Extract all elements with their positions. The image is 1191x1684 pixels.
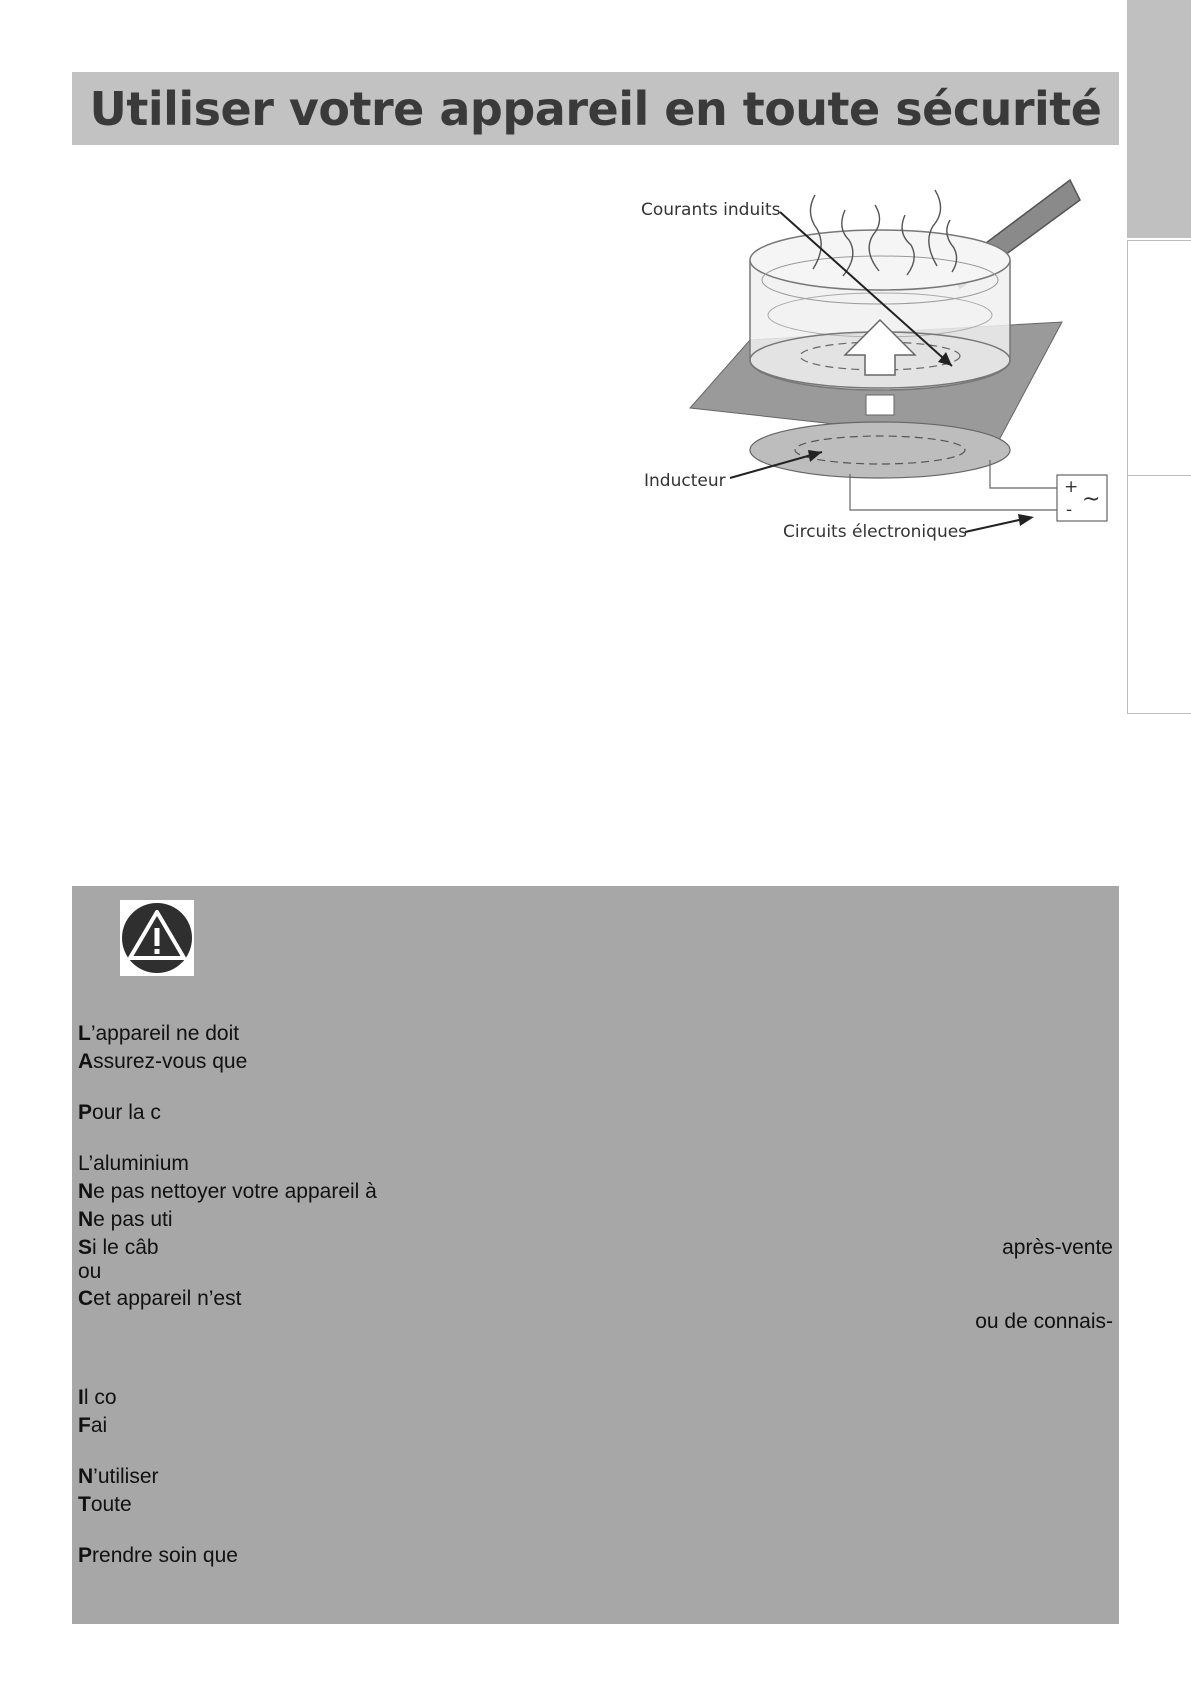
warning-line: L’aluminium [78, 1152, 189, 1175]
inductor-coil [750, 422, 1010, 478]
safety-warning-box [72, 886, 1119, 1624]
circuit-wire [850, 474, 1057, 510]
plus-sign: + [1064, 477, 1079, 497]
warning-line: Cet appareil n’est [78, 1287, 242, 1310]
field-arrow-segment [866, 395, 894, 415]
label-inducteur: Inducteur [644, 471, 726, 491]
circuits-pointer [965, 518, 1028, 532]
warning-line: Prendre soin que [78, 1544, 238, 1567]
minus-sign: - [1066, 500, 1073, 520]
title-bar [72, 72, 1119, 145]
section-tab-1 [1127, 0, 1191, 238]
ac-symbol: ~ [1082, 487, 1101, 512]
warning-triangle-icon [120, 900, 194, 976]
section-tab-3 [1127, 476, 1191, 714]
warning-line: Si le câb [78, 1236, 159, 1259]
warning-line: Ne pas uti [78, 1208, 173, 1231]
label-courants-induits: Courants induits [641, 200, 781, 220]
warning-line: ou [78, 1260, 102, 1283]
warning-fragment-right: après-vente [1002, 1236, 1113, 1259]
pan-rim [750, 230, 1010, 290]
induction-diagram [630, 170, 1120, 550]
warning-line: Pour la c [78, 1101, 161, 1124]
circuit-wire [990, 460, 1057, 488]
warning-line: Ne pas nettoyer votre appareil à [78, 1180, 377, 1203]
page-title: Utiliser votre appareil en toute sécurité [89, 81, 1102, 136]
induction-diagram-svg [630, 170, 1120, 550]
warning-line: Fai [78, 1414, 108, 1437]
circuits-arrowhead [1018, 514, 1034, 526]
warning-line: Il co [78, 1386, 117, 1409]
warning-fragment-right: ou de connais- [975, 1310, 1113, 1333]
warning-line: Toute [78, 1493, 132, 1516]
label-circuits-electroniques: Circuits électroniques [783, 522, 968, 542]
warning-line: Assurez-vous que [78, 1050, 248, 1073]
section-tab-2 [1127, 240, 1191, 476]
warning-line: L’appareil ne doit [78, 1022, 240, 1045]
warning-line: N’utiliser [78, 1465, 159, 1488]
